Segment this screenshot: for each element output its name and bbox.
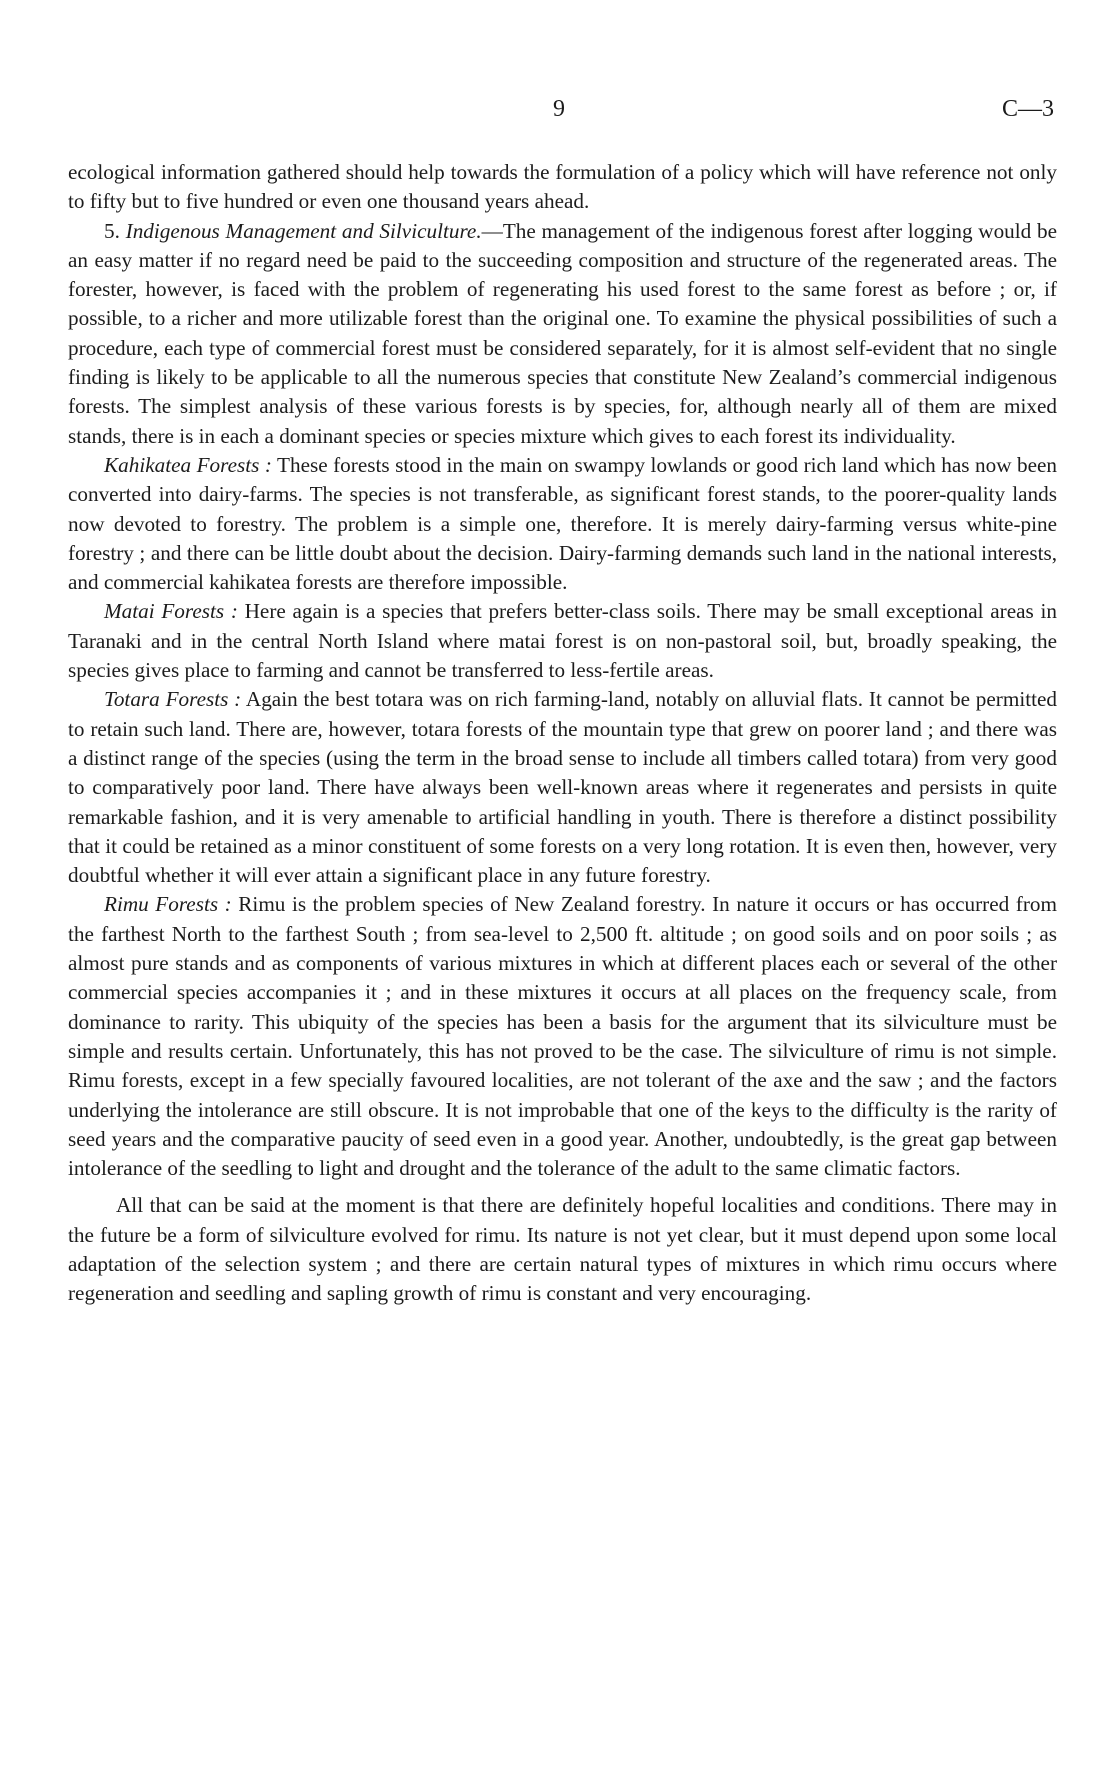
paragraph-rimu — [68, 890, 1057, 1183]
subheading-matai: Matai Forests : — [104, 599, 238, 624]
section-heading: Indigenous Management and Silviculture. — [125, 218, 482, 243]
subheading-totara: Totara Forests : — [104, 687, 242, 712]
page-header — [0, 96, 1114, 136]
section-number: 5. — [104, 218, 126, 243]
page-number: 9 — [553, 96, 565, 122]
paragraph-kahikatea — [68, 451, 1057, 597]
paragraph-text: —The management of the indigenous forest after logging would be an easy matter if no regard need be paid to the succeeding composition and structure of the regenerated areas. The forester, however, is faced with the problem of regenerating his used forest to the same forest as before ; or, if possible, to a richer and more utilizable forest than the original one. To examine the physical possibilities of such a procedure, each type of commercial forest must be considered separately, for it is almost self-evident that no single finding is likely to be applicable to all the numerous species that constitute New Zealand’s commercial indigenous forests. The simplest analysis of these various forests is by species, for, although nearly all of them are mixed stands, there is in each a dominant species or species mixture which gives to each forest its individuality. — [68, 218, 1057, 448]
body-text — [68, 158, 1057, 1309]
paragraph-text: Here again is a species that prefers better-class soils. There may be small exceptional areas in Taranaki and in the central North Island where matai forest is on non-pastoral soil, but, broadly speaking, the species gives place to farming and cannot be transferred to less-fertile areas. — [68, 599, 1057, 683]
paragraph-text: These forests stood in the main on swampy lowlands or good rich land which has now been converted into dairy-farms. The species is not transferable, as significant forest stands, to the poorer-quality lands now devoted to forestry. The problem is a simple one, therefore. It is merely dairy-farming versus white-pine forestry ; and there can be little doubt about the decision. Dairy-farming demands such land in the national interests, and commercial kahikatea forests are therefore impossible. — [68, 452, 1058, 595]
paragraph-matai — [68, 597, 1057, 685]
subheading-kahikatea: Kahikatea Forests : — [104, 452, 272, 477]
paragraph-continuation: ecological information gathered should help towards the formulation of a policy which will have reference not only to fifty but to five hundred or even one thousand years ahead. — [68, 160, 1057, 214]
document-code: C—3 — [1001, 96, 1054, 122]
paragraph-totara — [68, 685, 1057, 890]
paragraph-text: Again the best totara was on rich farming-land, notably on alluvial flats. It cannot be permitted to retain such land. There are, however, totara forests of the mountain type that grew on poorer land ; and there was a distinct range of the species (using the term in the broad sense to include all timbers called totara) from very good to comparatively poor land. There have always been well-known areas where it regenerates and persists in quite remarkable fashion, and it is very amenable to artificial handling in youth. There is therefore a distinct possibility that it could be retained as a minor constituent of some forests on a very long rotation. It is even then, however, very doubtful whether it will ever attain a significant place in any future forestry. — [68, 687, 1057, 888]
subheading-rimu: Rimu Forests : — [104, 892, 232, 917]
paragraph-conclusion: All that can be said at the moment is that there are definitely hopeful localities and conditions. There may in the future be a form of silviculture evolved for rimu. Its nature is not yet clear, but it must depend upon some local adaptation of the selection system ; and there are certain natural types of mixtures in which rimu occurs where regeneration and seedling and sapling growth of rimu is constant and very encouraging. — [68, 1193, 1057, 1306]
paragraph-text: Rimu is the problem species of New Zealand forestry. In nature it occurs or has occurred from the farthest North to the farthest South ; from sea-level to 2,500 ft. altitude ; on good soils and on poor soils ; as almost pure stands and as components of various mixtures in which at different places each or several of the other commercial species accompanies it ; and in these mixtures it occurs at all places on the frequency scale, from dominance to rarity. This ubiquity of the species has been a basis for the argument that its silviculture must be simple and results certain. Unfortunately, this has not proved to be the case. The silviculture of rimu is not simple. Rimu forests, except in a few specially favoured localities, are not tolerant of the axe and the saw ; and the factors underlying the intolerance are still obscure. It is not improbable that one of the keys to the difficulty is the rarity of seed years and the comparative paucity of seed even in a good year. Another, undoubtedly, is the great gap between intolerance of the seedling to light and drought and the tolerance of the adult to the same climatic factors. — [68, 892, 1057, 1181]
paragraph-indigenous-management — [68, 217, 1057, 451]
